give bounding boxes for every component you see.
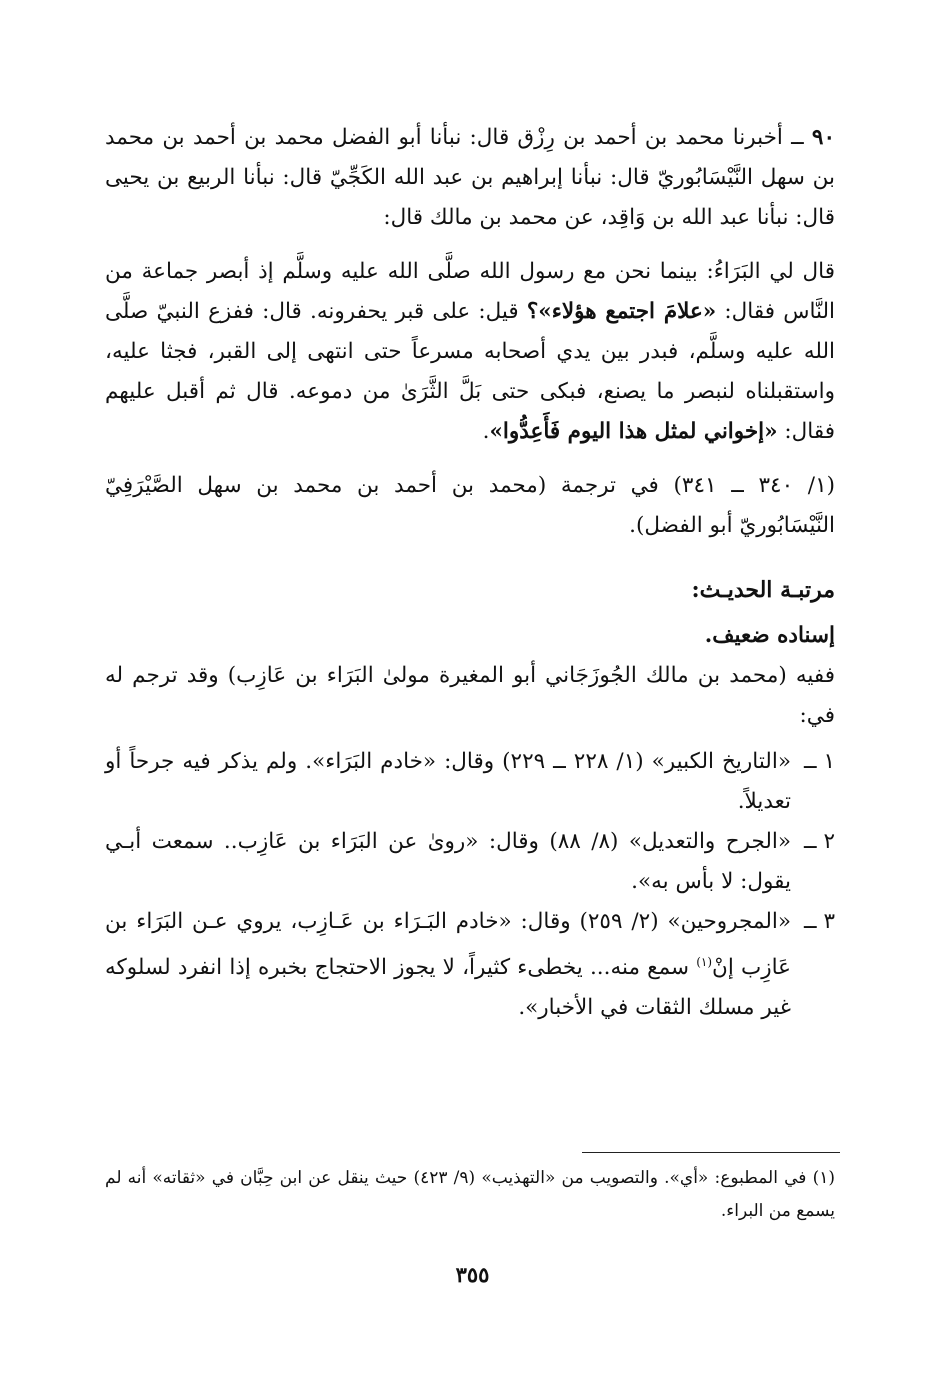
grade-verdict: إسناده ضعيف.: [704, 623, 835, 648]
page-body: [105, 118, 835, 1028]
footnote-marker: (١): [696, 955, 713, 969]
reference-item: [105, 742, 835, 822]
reference-text: «التاريخ الكبير» (١/ ٢٢٨ ــ ٢٢٩) وقال: «خادم البَرَاء». ولم يذكر فيه جرحاً أو تعديلاً.: [105, 749, 791, 814]
reference-text: [105, 902, 791, 1028]
reference-number: ١ ــ: [804, 749, 835, 774]
matn-part-1: قال لي البَرَاءُ: بينما نحن مع رسول الله صلَّى الله عليه وسلَّم إذ أبصر جماعة من النَّاس فقال:: [105, 259, 836, 324]
reference-text: «الجرح والتعديل» (٨/ ٨٨) وقال: «روىٰ عن البَرَاء بن عَازِب.. سمعت أبـي يقول: لا بأس به».: [105, 829, 792, 894]
reference-item: [105, 902, 835, 1028]
hadith-source: (١/ ٣٤٠ ــ ٣٤١) في ترجمة (محمد بن أحمد بن محمد بن سهل الصَّيْرَفِيّ النَّيْسَابُوريّ أبو الفضل).: [105, 473, 836, 538]
hadith-matn: [105, 252, 835, 452]
footnote-number: (١): [812, 1168, 836, 1188]
reference-item: [105, 822, 835, 902]
reference-number: ٣ ــ: [804, 909, 835, 934]
hadith-number: ٩٠: [811, 125, 835, 150]
footnote-text: في المطبوع: «أي». والتصويب من «التهذيب» (٩/ ٤٢٣) حيث ينقل عن ابن حِبَّان في «ثقاته» أنه لم يسمع من البراء.: [105, 1168, 835, 1221]
prophet-quote-1: «علامَ اجتمع هؤلاء»؟: [526, 299, 717, 324]
footnote-divider: [582, 1152, 840, 1153]
matn-part-2: قيل: على قبر يحفرونه. قال: ففزع النبيّ صلَّى الله عليه وسلَّم، فبدر بين يدي أصحابه مسرعاً حتى انتهى إلى القبر، فجثا عليه، واستقبلناه لنبصر ما يصنع، فبكى حتى بَلَّ الثَّرَىٰ من دموعه. قال ثم أقبل عليهم فقال:: [105, 299, 835, 444]
grade-heading: مرتبـة الحديـث:: [691, 577, 835, 603]
isnad-text: ــ أخبرنا محمد بن أحمد بن رِزْق قال: نبأنا أبو الفضل محمد بن أحمد بن محمد بن سهل النَّيْسَابُوريّ قال: نبأنا إبراهيم بن عبد الله الكَجِّيّ قال: نبأنا الربيع بن يحيى قال: نبأنا عبد الله بن وَاقِد، عن محمد بن مالك قال:: [105, 125, 835, 230]
reference-number: ٢ ــ: [804, 829, 835, 854]
matn-end: .: [482, 419, 490, 444]
page-number: ٣٥٥: [455, 1262, 490, 1287]
prophet-quote-2: «إخواني لمثل هذا اليوم فَأَعِدُّوا»: [489, 419, 778, 444]
hadith-isnad: [105, 118, 835, 238]
grade-reason: ففيه (محمد بن مالك الجُوزَجَاني أبو المغيرة مولىٰ البَرَاء بن عَازِب) وقد ترجم له في:: [105, 663, 835, 728]
reference-text-a: «المجروحين» (٢/ ٢٥٩) وقال: «خادم البَـرَاء بن عَـازِب، يروي عـن البَرَاء بن عَازِب إنْ: [105, 909, 792, 981]
reference-text-b: سمع منه... يخطىء كثيراً، لا يجوز الاحتجاج بخبره إذا انفرد لسلوكه غير مسلك الثقات في الأخبار».: [105, 955, 791, 1021]
footnote: [105, 1162, 835, 1228]
